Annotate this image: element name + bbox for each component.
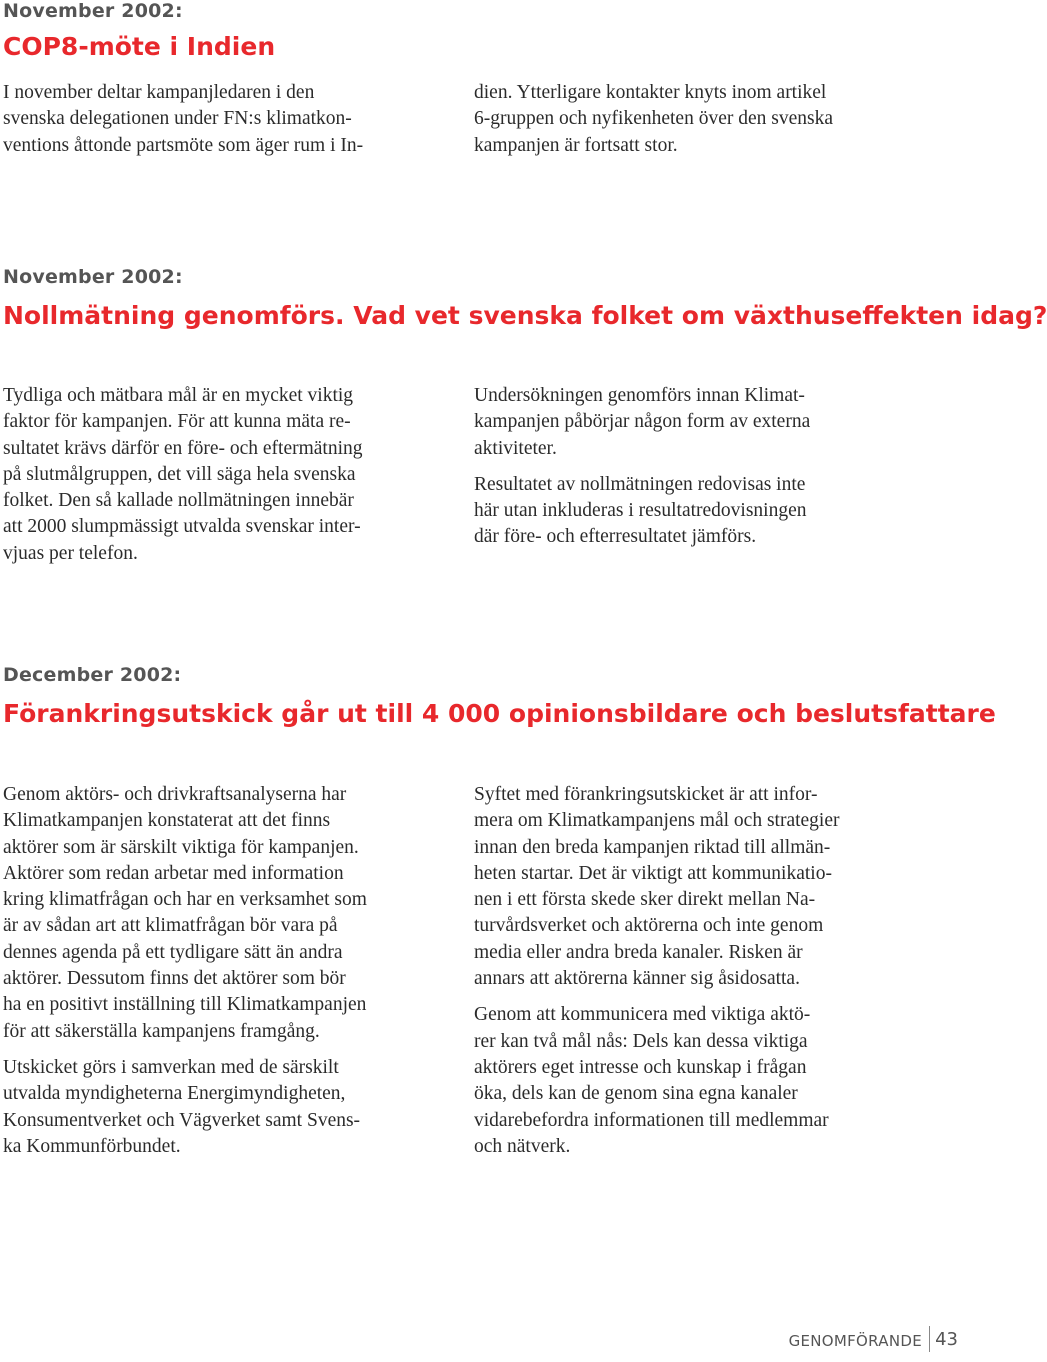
text-line: aktiviteter.	[474, 437, 557, 459]
paragraph	[474, 383, 914, 462]
text-line: ventions åttonde partsmöte som äger rum i In-	[3, 134, 364, 156]
title-line: och beslutsfattare	[736, 699, 996, 728]
page-footer	[700, 1322, 960, 1362]
paragraph	[474, 80, 914, 159]
text-line: att 2000 slumpmässigt utvalda svenskar inter-	[3, 516, 361, 538]
section-date: November 2002:	[3, 266, 183, 288]
text-line: heten startar. Det är viktigt att kommunikatio-	[474, 862, 832, 884]
text-line: 6-gruppen och nyfikenheten över den svenska	[474, 108, 834, 130]
text-line: media eller andra breda kanaler. Risken är	[474, 941, 803, 963]
text-line: utvalda myndigheterna Energimyndigheten,	[3, 1083, 346, 1105]
section-title	[3, 299, 1047, 332]
text-line: Utskicket görs i samverkan med de särskilt	[3, 1056, 339, 1078]
page-number: 43	[935, 1329, 958, 1350]
column-right	[474, 383, 914, 561]
text-line: här utan inkluderas i resultatredovisningen	[474, 500, 807, 522]
text-line: för att säkerställa kampanjens framgång.	[3, 1020, 320, 1042]
text-line: rer kan två mål nås: Dels kan dessa viktiga	[474, 1030, 808, 1052]
text-line: ha en positivt inställning till Klimatkampanjen	[3, 994, 367, 1016]
column-right	[474, 782, 914, 1170]
text-line: Resultatet av nollmätningen redovisas inte	[474, 473, 806, 495]
column-right	[474, 80, 914, 169]
text-line: Konsumentverket och Vägverket samt Svens-	[3, 1109, 361, 1131]
title-line: Förankringsutskick går ut till 4 000 opinionsbildare	[3, 699, 728, 728]
text-line: där före- och efterresultatet jämförs.	[474, 526, 757, 548]
text-line: på slutmålgruppen, det vill säga hela svenska	[3, 463, 356, 485]
text-line: Syftet med förankringsutskicket är att infor-	[474, 784, 818, 805]
text-line: Genom att kommunicera med viktiga aktö-	[474, 1004, 811, 1026]
text-line: ka Kommunförbundet.	[3, 1135, 181, 1157]
text-line: Klimatkampanjen konstaterat att det finns	[3, 810, 331, 832]
paragraph	[3, 1055, 443, 1160]
section-title	[3, 697, 996, 730]
paragraph	[3, 80, 443, 159]
text-line: är av sådan art att klimatfrågan bör vara på	[3, 915, 338, 937]
text-line: kampanjen är fortsatt stor.	[474, 134, 678, 156]
paragraph	[3, 782, 443, 1045]
column-left	[3, 782, 443, 1170]
section-date: December 2002:	[3, 664, 182, 686]
section-date: November 2002:	[3, 0, 183, 22]
text-line: Genom aktörs- och drivkraftsanalyserna har	[3, 784, 347, 805]
text-line: folket. Den så kallade nollmätningen innebär	[3, 490, 354, 512]
paragraph	[474, 472, 914, 551]
text-line: aktörer som är särskilt viktiga för kampanjen.	[3, 836, 359, 858]
text-line: Undersökningen genomförs innan Klimat-	[474, 385, 805, 406]
section-title	[3, 30, 275, 63]
column-left	[3, 80, 443, 169]
title-line: Nollmätning genomförs.	[3, 301, 345, 330]
text-line: sultatet krävs därför en före- och eftermätning	[3, 437, 363, 459]
text-line: nen i ett första skede sker direkt mellan Na-	[474, 889, 816, 911]
text-line: och nätverk.	[474, 1135, 571, 1157]
text-line: Aktörer som redan arbetar med information	[3, 862, 344, 884]
text-line: aktörer. Dessutom finns det aktörer som bör	[3, 968, 346, 990]
text-line: dien. Ytterligare kontakter knyts inom artikel	[474, 82, 827, 103]
footer-divider	[929, 1326, 930, 1352]
text-line: kring klimatfrågan och har en verksamhet som	[3, 889, 367, 911]
paragraph	[474, 782, 914, 992]
text-line: kampanjen påbörjar någon form av externa	[474, 411, 811, 433]
text-line: vjuas per telefon.	[3, 542, 138, 564]
text-line: aktörers eget intresse och kunskap i frågan	[474, 1056, 807, 1078]
text-line: vidarebefordra informationen till medlemmar	[474, 1109, 829, 1131]
title-line: COP8-möte i Indien	[3, 32, 276, 61]
text-line: öka, dels kan de genom sina egna kanaler	[474, 1083, 798, 1105]
paragraph	[474, 1002, 914, 1160]
text-line: I november deltar kampanjledaren i den	[3, 82, 315, 103]
text-line: mera om Klimatkampanjens mål och strategier	[474, 810, 840, 832]
text-line: turvårdsverket och aktörerna och inte genom	[474, 915, 824, 937]
text-line: innan den breda kampanjen riktad till allmän-	[474, 836, 831, 858]
title-line: Vad vet svenska folket om växthuseffekten idag?	[353, 301, 1047, 330]
text-line: Tydliga och mätbara mål är en mycket viktig	[3, 385, 354, 406]
column-left	[3, 383, 443, 577]
footer-section-label: GENOMFÖRANDE	[788, 1332, 922, 1350]
text-line: svenska delegationen under FN:s klimatkon-	[3, 108, 352, 130]
paragraph	[3, 383, 443, 567]
text-line: annars att aktörerna känner sig åsidosatta.	[474, 968, 800, 990]
text-line: faktor för kampanjen. För att kunna mäta re-	[3, 411, 351, 433]
text-line: dennes agenda på ett tydligare sätt än andra	[3, 941, 343, 963]
